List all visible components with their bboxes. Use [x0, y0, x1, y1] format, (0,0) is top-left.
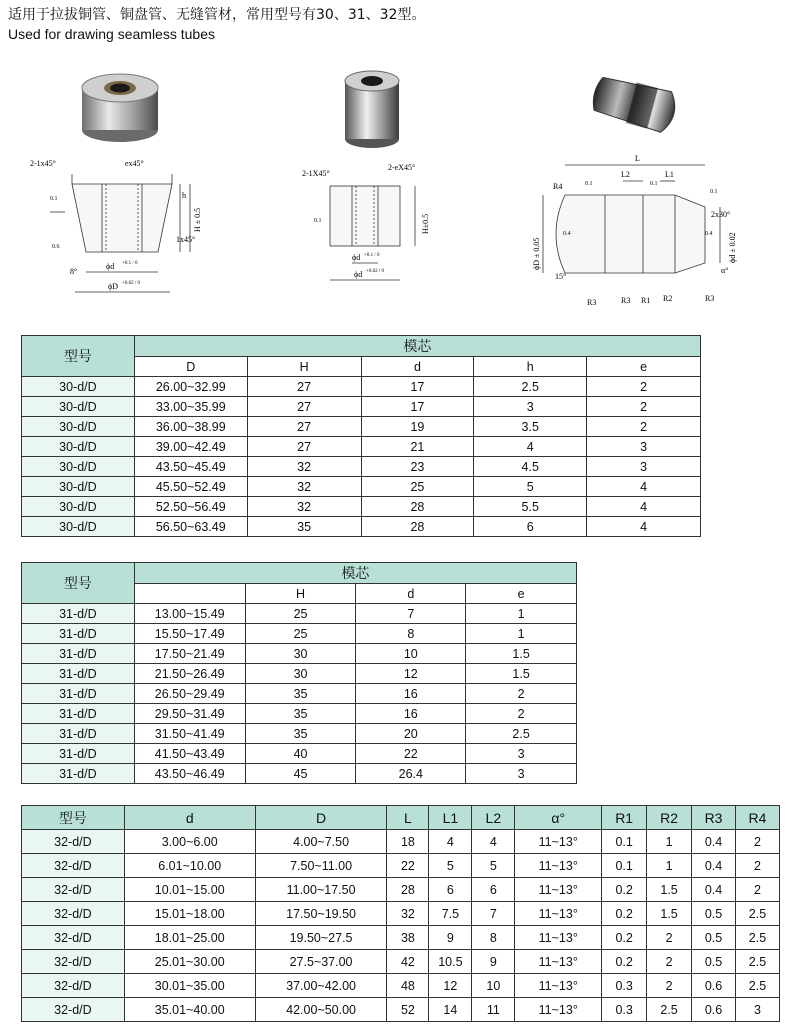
- table-cell: 4: [587, 517, 701, 537]
- table-cell: 11~13°: [515, 854, 602, 878]
- table-cell: 7: [356, 604, 466, 624]
- table-cell: 52: [387, 998, 429, 1022]
- table3-col-header: α°: [515, 806, 602, 830]
- table-cell: 40: [245, 744, 356, 764]
- table-row: [22, 926, 780, 950]
- d3-label-chamfer: 2x30°: [711, 210, 731, 219]
- table-cell: 52.50~56.49: [134, 497, 247, 517]
- table-row: [22, 744, 577, 764]
- table-cell: 35: [245, 684, 356, 704]
- table-cell: 0.2: [602, 878, 647, 902]
- table-cell: 16: [356, 704, 466, 724]
- table-cell: 4: [587, 497, 701, 517]
- table-cell: 3: [466, 764, 577, 784]
- table-cell: 8: [472, 926, 515, 950]
- table-cell: 56.50~63.49: [134, 517, 247, 537]
- table3-col-header: R3: [692, 806, 736, 830]
- table-cell: 3: [735, 998, 779, 1022]
- table-cell: 5: [474, 477, 587, 497]
- model-cell: 31-d/D: [22, 664, 135, 684]
- table-cell: 2: [647, 950, 692, 974]
- table-cell: 3: [474, 397, 587, 417]
- table-cell: 7: [472, 902, 515, 926]
- table-cell: 22: [387, 854, 429, 878]
- model-cell: 31-d/D: [22, 744, 135, 764]
- table-cell: 2.5: [474, 377, 587, 397]
- table3-col-header: L2: [472, 806, 515, 830]
- table-row: [22, 477, 701, 497]
- table-cell: 22: [356, 744, 466, 764]
- model-cell: 30-d/D: [22, 477, 135, 497]
- table-cell: 0.1: [602, 854, 647, 878]
- table-cell: 1: [647, 854, 692, 878]
- table-cell: 2.5: [466, 724, 577, 744]
- table-cell: 2: [466, 704, 577, 724]
- table-cell: 19: [361, 417, 474, 437]
- table1-col-header: D: [134, 357, 247, 377]
- table3-col-header: d: [124, 806, 255, 830]
- table-cell: 17.50~21.49: [134, 644, 245, 664]
- d2-label-chamfer-left: 2-1X45°: [302, 169, 330, 178]
- table-row: [22, 902, 780, 926]
- table-row: [22, 974, 780, 998]
- table1-group-header: 模芯: [134, 336, 700, 357]
- table-cell: 11~13°: [515, 830, 602, 854]
- d2-label-D: ϕd: [354, 270, 363, 279]
- d2-label-H: H±0.5: [421, 213, 430, 234]
- table-cell: 4.5: [474, 457, 587, 477]
- d2-label-d-tol: +0.1 / 0: [364, 253, 380, 258]
- table-cell: 29.50~31.49: [134, 704, 245, 724]
- table-cell: 33.00~35.99: [134, 397, 247, 417]
- table-cell: 0.3: [602, 974, 647, 998]
- table-cell: 32: [247, 457, 361, 477]
- table-row: [22, 878, 780, 902]
- table2-col-header: e: [466, 584, 577, 604]
- model-cell: 31-d/D: [22, 704, 135, 724]
- drawing-type-32: [525, 145, 750, 315]
- d3-label-L: L: [635, 154, 640, 163]
- table-cell: 9: [429, 926, 472, 950]
- product-32-photo: [585, 70, 695, 140]
- table-cell: 3: [587, 457, 701, 477]
- table-row: [22, 437, 701, 457]
- table-cell: 3.00~6.00: [124, 830, 255, 854]
- table-cell: 30: [245, 644, 356, 664]
- table-cell: 11~13°: [515, 950, 602, 974]
- model-cell: 30-d/D: [22, 517, 135, 537]
- d3-label-R2: R2: [663, 294, 673, 303]
- table-cell: 35.01~40.00: [124, 998, 255, 1022]
- table-cell: 28: [361, 517, 474, 537]
- table-cell: 1.5: [647, 902, 692, 926]
- table-cell: 11~13°: [515, 974, 602, 998]
- model-cell: 31-d/D: [22, 684, 135, 704]
- d3-label-ra5: 0.4: [705, 231, 713, 237]
- spec-table-31: [21, 562, 577, 784]
- d3-label-d: ϕd ± 0.02: [728, 232, 737, 263]
- model-cell: 30-d/D: [22, 377, 135, 397]
- d3-label-R3b: R3: [621, 296, 631, 305]
- table-cell: 2: [647, 974, 692, 998]
- model-cell: 30-d/D: [22, 437, 135, 457]
- table1-col-header: H: [247, 357, 361, 377]
- table-cell: 12: [356, 664, 466, 684]
- table-cell: 0.4: [692, 878, 736, 902]
- table-cell: 26.4: [356, 764, 466, 784]
- table-cell: 0.1: [602, 830, 647, 854]
- d2-label-d: ϕd: [352, 253, 361, 262]
- d1-label-bottom-chamfer: 1x45°: [176, 235, 196, 244]
- table-cell: 25.01~30.00: [124, 950, 255, 974]
- table-cell: 5: [429, 854, 472, 878]
- d1-label-D-tol: +0.02 / 0: [122, 281, 140, 286]
- page-title-en: Used for drawing seamless tubes: [8, 26, 215, 42]
- table-cell: 41.50~43.49: [134, 744, 245, 764]
- table-cell: 16: [356, 684, 466, 704]
- table3-col-header: R2: [647, 806, 692, 830]
- d3-label-R3a: R3: [587, 298, 597, 307]
- product-31-photo: [340, 65, 410, 155]
- table-cell: 2: [587, 377, 701, 397]
- table-cell: 45.50~52.49: [134, 477, 247, 497]
- table-cell: 2: [587, 397, 701, 417]
- table-row: [22, 764, 577, 784]
- table-cell: 17: [361, 397, 474, 417]
- table-cell: 1: [466, 624, 577, 644]
- table-cell: 0.5: [692, 902, 736, 926]
- table-row: [22, 624, 577, 644]
- page-title-cn: 适用于拉拔铜管、铜盘管、无缝管材，常用型号有30、31、32型。: [8, 7, 426, 23]
- table-cell: 0.2: [602, 902, 647, 926]
- drawing-type-31: [300, 158, 460, 298]
- d2-label-ra: 0.1: [314, 218, 322, 224]
- model-cell: 30-d/D: [22, 397, 135, 417]
- model-cell: 31-d/D: [22, 624, 135, 644]
- d1-label-D: ϕD: [108, 282, 118, 291]
- table2-group-header: 模芯: [134, 563, 576, 584]
- table-row: [22, 517, 701, 537]
- table-cell: 35: [245, 704, 356, 724]
- d3-label-alpha: α°: [721, 266, 729, 275]
- table-cell: 2: [735, 878, 779, 902]
- table-cell: 2.5: [735, 902, 779, 926]
- table-cell: 35: [247, 517, 361, 537]
- d1-label-chamfer-left: 2-1x45°: [30, 159, 56, 168]
- table-cell: 0.2: [602, 950, 647, 974]
- table-cell: 3.5: [474, 417, 587, 437]
- table-cell: 32: [387, 902, 429, 926]
- table-cell: 4.00~7.50: [255, 830, 387, 854]
- d3-label-R3c: R3: [705, 294, 715, 303]
- table1-col-header: e: [587, 357, 701, 377]
- d1-label-chamfer-right: ex45°: [125, 159, 144, 168]
- table-row: [22, 457, 701, 477]
- table-cell: 1.5: [466, 664, 577, 684]
- table-cell: 45: [245, 764, 356, 784]
- table3-col-header: L1: [429, 806, 472, 830]
- table3-col-header: R1: [602, 806, 647, 830]
- table-cell: 1.5: [647, 878, 692, 902]
- d3-label-ra1: 0.1: [585, 181, 593, 187]
- table-cell: 43.50~46.49: [134, 764, 245, 784]
- table-cell: 13.00~15.49: [134, 604, 245, 624]
- table-cell: 32: [247, 497, 361, 517]
- table-cell: 2: [735, 830, 779, 854]
- table-cell: 25: [361, 477, 474, 497]
- model-cell: 32-d/D: [22, 998, 125, 1022]
- table-cell: 11: [472, 998, 515, 1022]
- table-cell: 1: [647, 830, 692, 854]
- d1-label-angle: 8°: [70, 267, 78, 276]
- table-row: [22, 417, 701, 437]
- table-cell: 23: [361, 457, 474, 477]
- table-cell: 3: [466, 744, 577, 764]
- table2-model-header: 型号: [22, 563, 135, 604]
- model-cell: 32-d/D: [22, 854, 125, 878]
- table-cell: 2: [466, 684, 577, 704]
- table-cell: 6: [472, 878, 515, 902]
- table-cell: 25: [245, 624, 356, 644]
- table2-col-header: H: [245, 584, 356, 604]
- table-cell: 3: [587, 437, 701, 457]
- table-cell: 9: [472, 950, 515, 974]
- d3-label-L1: L1: [665, 170, 674, 179]
- table-cell: 0.6: [692, 974, 736, 998]
- table-cell: 0.3: [602, 998, 647, 1022]
- d2-label-D-tol: +0.02 / 0: [366, 269, 384, 274]
- table-cell: 2: [735, 854, 779, 878]
- table-cell: 37.00~42.00: [255, 974, 387, 998]
- table-cell: 21.50~26.49: [134, 664, 245, 684]
- drawing-type-30: [30, 152, 230, 302]
- table-row: [22, 497, 701, 517]
- table-cell: 18: [387, 830, 429, 854]
- table-cell: 15.50~17.49: [134, 624, 245, 644]
- d1-label-d: ϕd: [106, 262, 115, 271]
- table-row: [22, 397, 701, 417]
- table-cell: 18.01~25.00: [124, 926, 255, 950]
- table-cell: 27: [247, 377, 361, 397]
- table-cell: 11~13°: [515, 926, 602, 950]
- table-cell: 12: [429, 974, 472, 998]
- table-cell: 15.01~18.00: [124, 902, 255, 926]
- table-row: [22, 950, 780, 974]
- table-cell: 10: [472, 974, 515, 998]
- model-cell: 31-d/D: [22, 604, 135, 624]
- table1-col-header: d: [361, 357, 474, 377]
- table3-col-header: 型号: [22, 806, 125, 830]
- model-cell: 31-d/D: [22, 644, 135, 664]
- table-cell: 11~13°: [515, 902, 602, 926]
- table-cell: 19.50~27.5: [255, 926, 387, 950]
- model-cell: 30-d/D: [22, 457, 135, 477]
- table-cell: 2.5: [647, 998, 692, 1022]
- table-cell: 6: [474, 517, 587, 537]
- table-cell: 43.50~45.49: [134, 457, 247, 477]
- table-cell: 32: [247, 477, 361, 497]
- table-cell: 39.00~42.49: [134, 437, 247, 457]
- table-cell: 1.5: [466, 644, 577, 664]
- table-cell: 42: [387, 950, 429, 974]
- table-cell: 8: [356, 624, 466, 644]
- d3-label-R4: R4: [553, 182, 563, 191]
- table-row: [22, 704, 577, 724]
- table-cell: 4: [587, 477, 701, 497]
- table-cell: 0.6: [692, 998, 736, 1022]
- model-cell: 32-d/D: [22, 974, 125, 998]
- table-cell: 30: [245, 664, 356, 684]
- table-row: [22, 644, 577, 664]
- d3-label-ra3: 0.1: [710, 189, 718, 195]
- model-cell: 31-d/D: [22, 724, 135, 744]
- table3-col-header: D: [255, 806, 387, 830]
- d1-label-H: H ± 0.5: [193, 207, 202, 232]
- table-row: [22, 998, 780, 1022]
- table-cell: 0.5: [692, 950, 736, 974]
- table-cell: 10.01~15.00: [124, 878, 255, 902]
- table-cell: 10.5: [429, 950, 472, 974]
- d1-label-ra-left: 0.6: [52, 244, 60, 250]
- table2-col-header: d: [356, 584, 466, 604]
- d3-label-ra4: 0.4: [563, 231, 571, 237]
- table-cell: 35: [245, 724, 356, 744]
- table-cell: 10: [356, 644, 466, 664]
- model-cell: 32-d/D: [22, 830, 125, 854]
- spec-table-32: [21, 805, 780, 1022]
- table3-col-header: R4: [735, 806, 779, 830]
- model-cell: 31-d/D: [22, 764, 135, 784]
- table-cell: 2.5: [735, 926, 779, 950]
- table-cell: 0.2: [602, 926, 647, 950]
- table-cell: 17.50~19.50: [255, 902, 387, 926]
- table-cell: 42.00~50.00: [255, 998, 387, 1022]
- table-cell: 6: [429, 878, 472, 902]
- table-cell: 7.5: [429, 902, 472, 926]
- table-cell: 0.4: [692, 830, 736, 854]
- model-cell: 32-d/D: [22, 926, 125, 950]
- table-row: [22, 377, 701, 397]
- table-cell: 17: [361, 377, 474, 397]
- model-cell: 32-d/D: [22, 902, 125, 926]
- table-cell: 21: [361, 437, 474, 457]
- model-cell: 30-d/D: [22, 417, 135, 437]
- table-cell: 2.5: [735, 974, 779, 998]
- table-cell: 27: [247, 437, 361, 457]
- table-cell: 11~13°: [515, 878, 602, 902]
- table-row: [22, 724, 577, 744]
- table-cell: 27.5~37.00: [255, 950, 387, 974]
- table-cell: 28: [361, 497, 474, 517]
- table-cell: 5.5: [474, 497, 587, 517]
- d3-label-D: ϕD ± 0.05: [532, 237, 541, 270]
- table-cell: 26.00~32.99: [134, 377, 247, 397]
- table-cell: 26.50~29.49: [134, 684, 245, 704]
- table-row: [22, 604, 577, 624]
- table-cell: 28: [387, 878, 429, 902]
- table1-model-header: 型号: [22, 336, 135, 377]
- table-cell: 11~13°: [515, 998, 602, 1022]
- d1-label-h: h: [182, 191, 186, 200]
- table-cell: 4: [429, 830, 472, 854]
- d1-label-d-tol: +0.1 / 0: [122, 261, 138, 266]
- table-row: [22, 664, 577, 684]
- model-cell: 32-d/D: [22, 878, 125, 902]
- table-cell: 11.00~17.50: [255, 878, 387, 902]
- spec-table-30: [21, 335, 701, 537]
- d3-label-15deg: 15°: [555, 272, 567, 281]
- table3-col-header: L: [387, 806, 429, 830]
- d2-label-chamfer-right: 2-eX45°: [388, 163, 416, 172]
- table-cell: 48: [387, 974, 429, 998]
- table-cell: 31.50~41.49: [134, 724, 245, 744]
- table-cell: 0.4: [692, 854, 736, 878]
- table-cell: 27: [247, 397, 361, 417]
- table-cell: 7.50~11.00: [255, 854, 387, 878]
- table-row: [22, 854, 780, 878]
- d3-label-ra2: 0.1: [650, 181, 658, 187]
- table-cell: 4: [474, 437, 587, 457]
- model-cell: 32-d/D: [22, 950, 125, 974]
- table-row: [22, 830, 780, 854]
- table-cell: 38: [387, 926, 429, 950]
- table-cell: 4: [472, 830, 515, 854]
- table-row: [22, 684, 577, 704]
- product-30-photo: [80, 68, 180, 148]
- table1-col-header: h: [474, 357, 587, 377]
- table-cell: 30.01~35.00: [124, 974, 255, 998]
- model-cell: 30-d/D: [22, 497, 135, 517]
- table-cell: 2: [587, 417, 701, 437]
- table-cell: 27: [247, 417, 361, 437]
- table-cell: 5: [472, 854, 515, 878]
- d3-label-R1: R1: [641, 296, 651, 305]
- table-cell: 20: [356, 724, 466, 744]
- d3-label-L2: L2: [621, 170, 630, 179]
- table-cell: 6.01~10.00: [124, 854, 255, 878]
- table-cell: 36.00~38.99: [134, 417, 247, 437]
- table2-col-header: [134, 584, 245, 604]
- d1-label-ra-top: 0.1: [50, 196, 58, 202]
- table-cell: 2: [647, 926, 692, 950]
- table-cell: 2.5: [735, 950, 779, 974]
- table-cell: 0.5: [692, 926, 736, 950]
- table-cell: 25: [245, 604, 356, 624]
- table-cell: 1: [466, 604, 577, 624]
- table-cell: 14: [429, 998, 472, 1022]
